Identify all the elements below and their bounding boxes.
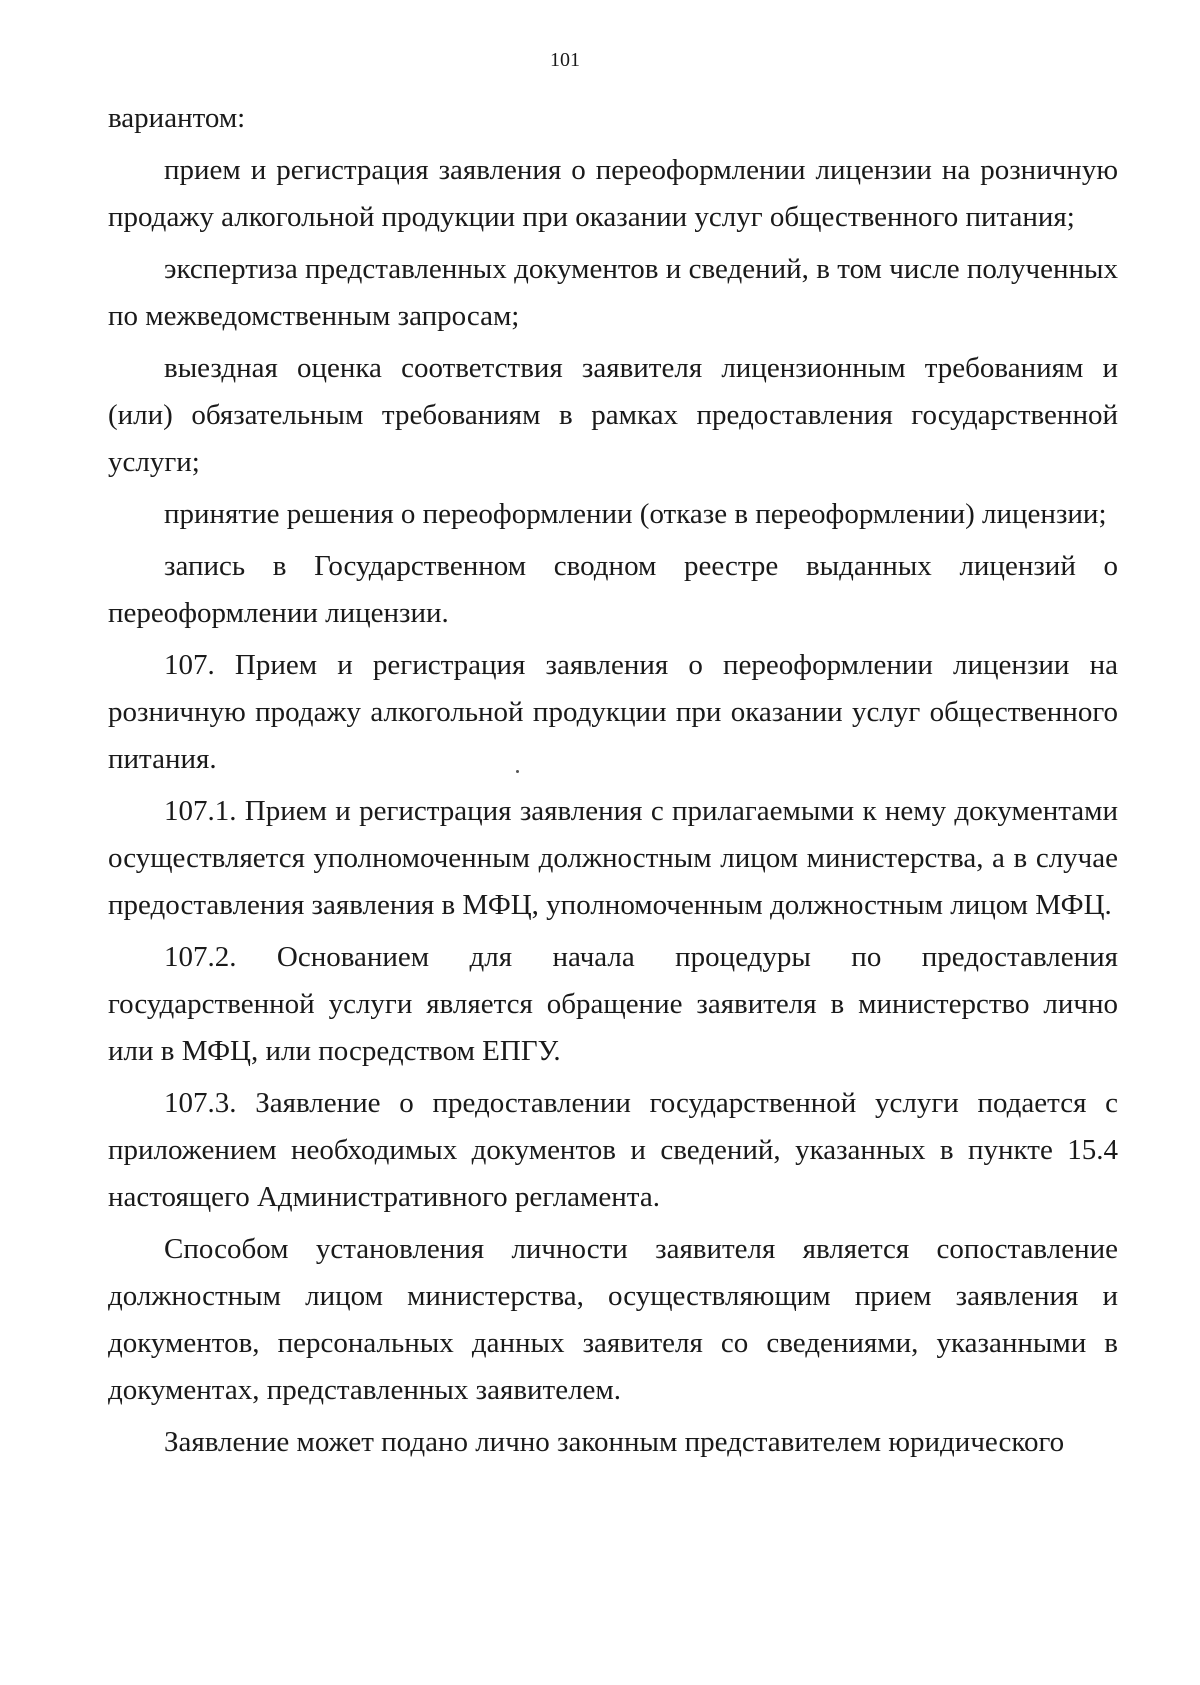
paragraph-identity-method: Способом установления личности заявителя является сопоставление должностным лицом министерства, осуществляющим прием заявления и документов, персональных данных заявителя со сведениями, указанными в документах, представленных заявителем.	[108, 1233, 1118, 1406]
document-body	[108, 95, 1118, 1471]
paragraph-representative: Заявление может подано лично законным представителем юридического	[164, 1426, 1065, 1458]
paragraph-107: 107. Прием и регистрация заявления о переоформлении лицензии на розничную продажу алкогольной продукции при оказании услуг общественного питания.	[108, 649, 1118, 775]
paragraph-107-2: 107.2. Основанием для начала процедуры по предоставления государственной услуги является обращение заявителя в министерство лично или в МФЦ, или посредством ЕПГУ.	[108, 941, 1118, 1067]
paragraph-continuation: вариантом:	[108, 102, 246, 134]
paragraph-step-expertise: экспертиза представленных документов и сведений, в том числе полученных по межведомственным запросам;	[108, 253, 1118, 332]
paragraph-107-1: 107.1. Прием и регистрация заявления с прилагаемыми к нему документами осуществляется уполномоченным должностным лицом министерства, а в случае предоставления заявления в МФЦ, уполномоченным должностным лицом МФЦ.	[108, 795, 1118, 921]
paragraph-step-registry-entry: запись в Государственном сводном реестре выданных лицензий о переоформлении лицензии.	[108, 550, 1118, 629]
paragraph-step-reception: прием и регистрация заявления о переоформлении лицензии на розничную продажу алкогольной продукции при оказании услуг общественного питания;	[108, 154, 1118, 233]
paragraph-step-decision: принятие решения о переоформлении (отказе в переоформлении) лицензии;	[164, 498, 1107, 530]
paragraph-step-field-assessment: выездная оценка соответствия заявителя лицензионным требованиям и (или) обязательным требованиям в рамках предоставления государственной услуги;	[108, 352, 1118, 478]
scan-speck	[516, 770, 519, 773]
page-number: 101	[550, 49, 580, 71]
paragraph-107-3: 107.3. Заявление о предоставлении государственной услуги подается с приложением необходимых документов и сведений, указанных в пункте 15.4 настоящего Административного регламента.	[108, 1087, 1118, 1213]
